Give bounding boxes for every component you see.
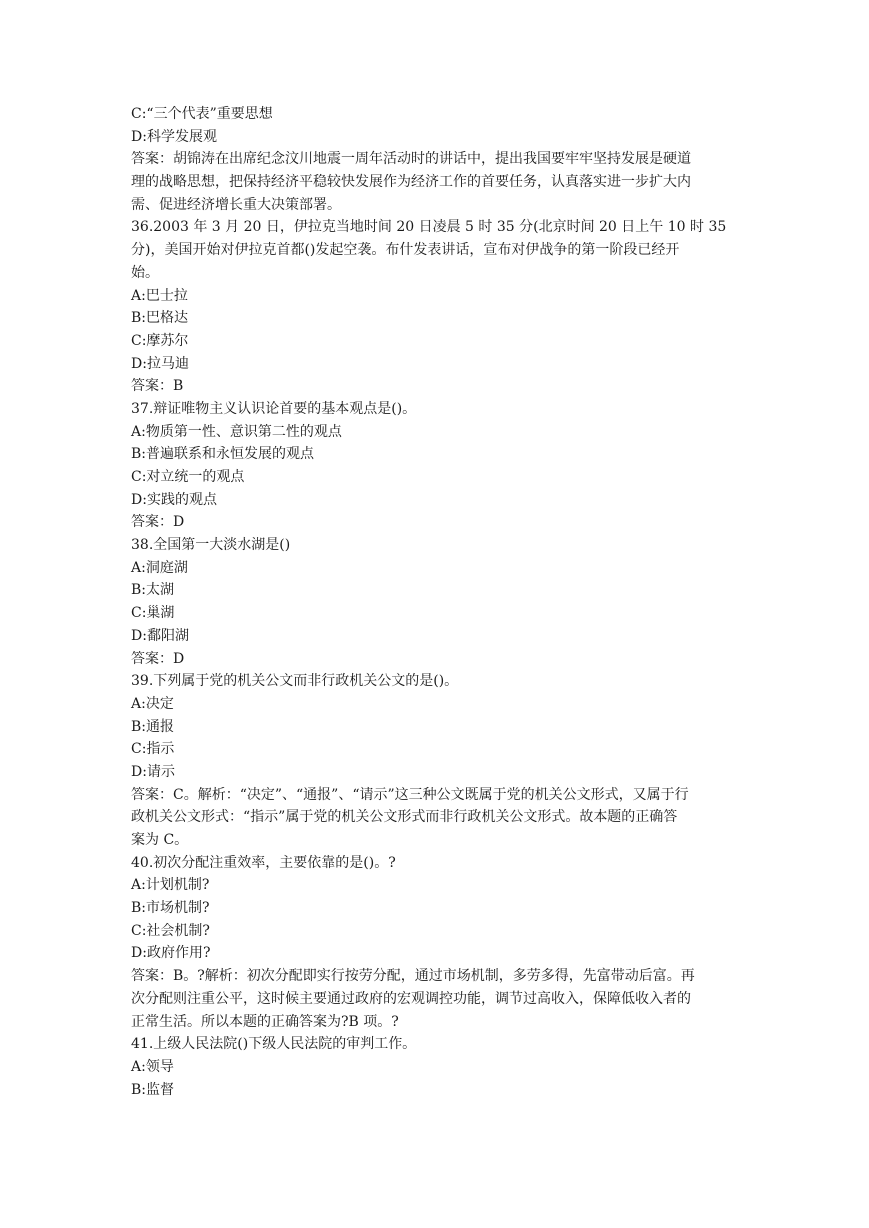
document-page: [131, 103, 743, 1101]
option-line: C:巢湖: [131, 605, 175, 622]
question-line: 分)，美国开始对伊拉克首都()发起空袭。布什发表讲话，宣布对伊战争的第一阶段已经开: [131, 242, 680, 259]
option-line: A:物质第一性、意识第二性的观点: [131, 423, 342, 440]
option-line: C:指示: [131, 741, 175, 758]
answer-line: 答案：胡锦涛在出席纪念汶川地震一周年活动时的讲话中，提出我国要牢牢坚持发展是硬道: [131, 151, 691, 168]
option-line: D:科学发展观: [131, 128, 217, 145]
question-line: 41.上级人民法院()下级人民法院的审判工作。: [131, 1036, 417, 1053]
option-line: D:政府作用?: [131, 945, 211, 962]
question-line: 37.辩证唯物主义认识论首要的基本观点是()。: [131, 400, 417, 417]
option-line: A:决定: [131, 695, 174, 712]
option-line: C:“三个代表”重要思想: [131, 106, 273, 122]
answer-line: 答案：D: [131, 514, 185, 531]
answer-line: 次分配则注重公平，这时候主要通过政府的宏观调控功能，调节过高收入，保障低收入者的: [131, 990, 691, 1007]
answer-line: 答案：B。?解析：初次分配即实行按劳分配，通过市场机制，多劳多得，先富带动后富。再: [131, 968, 695, 985]
question-line: 38.全国第一大淡水湖是(): [131, 537, 291, 554]
option-line: B:监督: [131, 1081, 175, 1098]
option-line: A:巴士拉: [131, 287, 188, 304]
option-line: D:拉马迪: [131, 355, 189, 372]
answer-line: 答案：C。解析：“决定”、“通报”、“请示”这三种公文既属于党的机关公文形式，又属于行: [131, 786, 689, 803]
answer-line: 需、促进经济增长重大决策部署。: [131, 196, 341, 213]
answer-line: 正常生活。所以本题的正确答案为?B 项。?: [131, 1013, 399, 1030]
option-line: D:请示: [131, 763, 175, 780]
option-line: B:市场机制?: [131, 900, 210, 917]
option-line: C:摩苏尔: [131, 332, 189, 349]
option-line: A:领导: [131, 1058, 174, 1075]
answer-line: 案为 C。: [131, 832, 189, 848]
option-line: A:计划机制?: [131, 877, 210, 894]
answer-line: 答案：B: [131, 378, 184, 395]
question-line: 始。: [131, 264, 159, 281]
answer-line: 答案：D: [131, 650, 185, 667]
option-line: B:太湖: [131, 582, 175, 599]
question-line: 39.下列属于党的机关公文而非行政机关公文的是()。: [131, 673, 459, 690]
question-line: 36.2003 年 3 月 20 日，伊拉克当地时间 20 日凌晨 5 时 35 分(北京时间 20 日上午 10 时 35: [131, 219, 727, 236]
option-line: D:鄱阳湖: [131, 627, 189, 644]
option-line: B:通报: [131, 718, 175, 735]
option-line: B:巴格达: [131, 310, 189, 327]
option-line: C:对立统一的观点: [131, 469, 245, 485]
option-line: A:洞庭湖: [131, 559, 188, 576]
option-line: D:实践的观点: [131, 491, 217, 508]
option-line: B:普遍联系和永恒发展的观点: [131, 446, 315, 463]
answer-line: 政机关公文形式：“指示”属于党的机关公文形式而非行政机关公文形式。故本题的正确答: [131, 809, 678, 826]
option-line: C:社会机制?: [131, 922, 210, 939]
answer-line: 理的战略思想，把保持经济平稳较快发展作为经济工作的首要任务，认真落实进一步扩大内: [131, 174, 691, 191]
question-line: 40.初次分配注重效率，主要依靠的是()。?: [131, 854, 396, 871]
